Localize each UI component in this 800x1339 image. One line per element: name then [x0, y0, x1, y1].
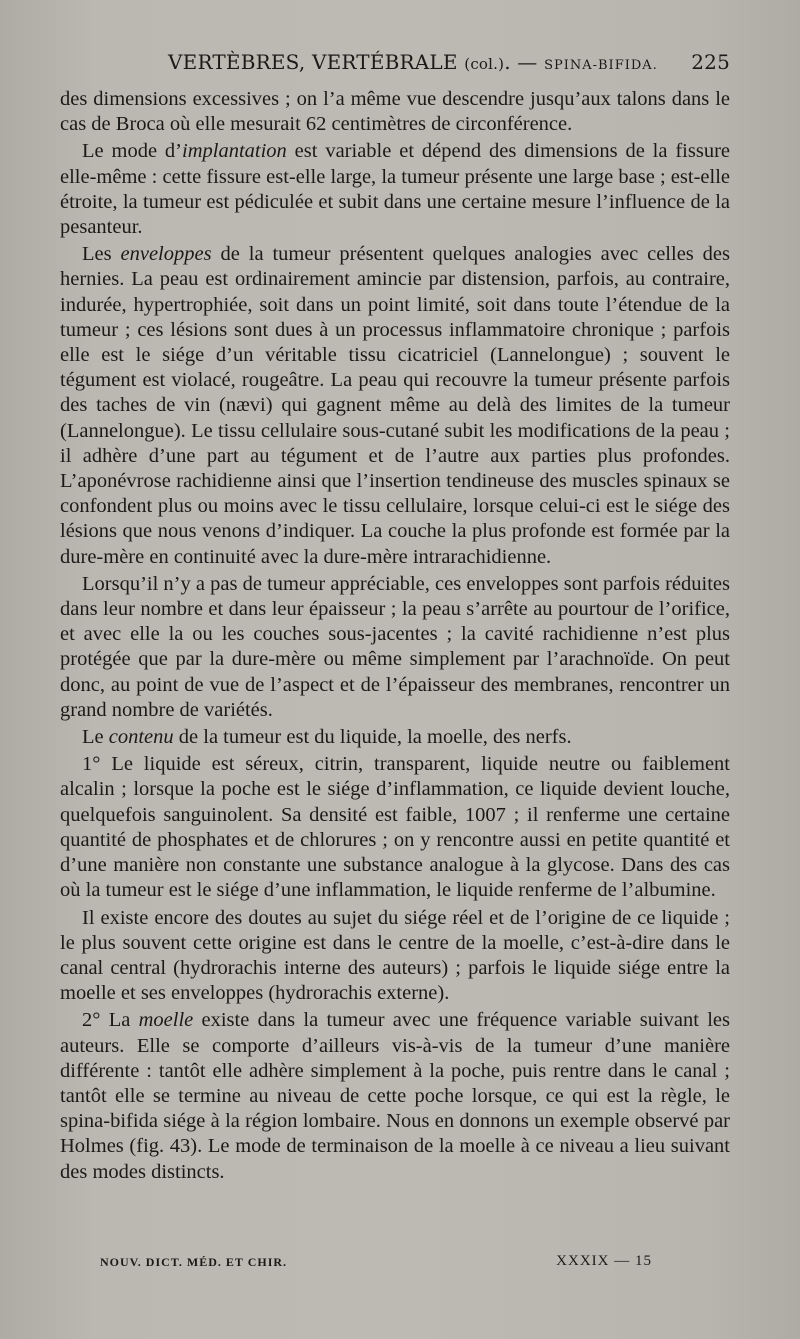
paragraph: [60, 87, 730, 137]
running-title-separator: . —: [504, 50, 545, 74]
italic-term: implantation: [182, 140, 287, 163]
paragraph: [60, 139, 730, 240]
italic-term: moelle: [138, 1009, 194, 1032]
running-title: [168, 50, 658, 74]
text-run: des dimensions excessives ; on l’a même vue descendre jusqu’aux talons dans le cas de Broca où elle mesurait 62 centimètres de circonférence.: [60, 88, 730, 136]
paragraph: [60, 725, 730, 750]
running-title-col: (col.): [464, 55, 505, 73]
text-run: de la tumeur présentent quelques analogies avec celles des hernies. La peau est ordinairement amincie par distension, parfois, au contraire, indurée, hypertrophiée, soit dans un point limité, soit dans toute l’étendue de la tumeur ; ces lésions sont dues à un processus inflammatoire chronique ; parfois elle est le siége d’un véritable tissu cicatriciel (Lannelongue) ; souvent le tégument est violacé, rougeâtre. La peau qui recouvre la tumeur présente parfois des taches de vin (nævi) qui gagnent même au delà des limites de la tumeur (Lannelongue). Le tissu cellulaire sous-cutané subit les modifications de la peau ; il adhère d’une part au tégument et de l’autre aux parties plus profondes. L’aponévrose rachidienne ainsi que l’insertion tendineuse des muscles spinaux se confondent plus ou moins avec le tissu cellulaire, lorsque celui-ci est le siége des lésions que nous venons d’indiquer. La couche la plus profonde est formée par la dure-mère en continuité avec la dure-mère intrarachidienne.: [60, 243, 730, 568]
body-text: [60, 87, 730, 1187]
paragraph: [60, 242, 730, 570]
italic-term: contenu: [108, 726, 174, 749]
running-title-main: VERTÈBRES, VERTÉBRALE: [168, 50, 465, 74]
running-header: [60, 50, 730, 84]
paragraph: [60, 572, 730, 723]
text-run: est variable et dépend des dimensions de la fissure elle-même : cette fissure est-elle large, la tumeur présente une large base ; est-elle étroite, la tumeur est pédiculée et subit dans une certaine mesure l’influence de la pesanteur.: [60, 140, 730, 239]
paragraph: [60, 752, 730, 903]
page-number: 225: [691, 50, 730, 74]
text-run: existe dans la tumeur avec une fréquence variable suivant les auteurs. Elle se comporte d’ailleurs vis-à-vis de la tumeur d’une manière différente : tantôt elle adhère simplement à la poche, puis rentre dans le canal ; tantôt elle se termine au niveau de cette poche lorsque, ce qui est la règle, le spina-bifida siége à la région lombaire. Nous en donnons un exemple observé par Holmes (fig. 43). Le mode de terminaison de la moelle à ce niveau a lieu suivant des modes distincts.: [60, 1009, 731, 1183]
italic-term: enveloppes: [120, 243, 212, 266]
text-run: Il existe encore des doutes au sujet du siége réel et de l’origine de ce liquide ; le plus souvent cette origine est dans le centre de la moelle, c’est-à-dire dans le canal central (hydrorachis interne des auteurs) ; parfois le liquide siége entre la moelle et ses enveloppes (hydrorachis externe).: [60, 906, 730, 1005]
text-run: 1° Le liquide est séreux, citrin, transparent, liquide neutre ou faiblement alcalin ; lorsque la poche est le siége d’inflammation, ce liquide devient louche, quelquefois sanguinolent. Sa densité est faible, 1007 ; il renferme une certaine quantité de phosphates et de chlorures ; on y rencontre aussi en petite quantité et d’une manière non constante une substance analogue à la glycose. Dans des cas où la tumeur est le siége d’une inflammation, le liquide renferme de l’albumine.: [60, 753, 730, 902]
page-footer: [100, 1253, 652, 1277]
running-title-subject: SPINA-BIFIDA.: [544, 58, 658, 73]
text-run: Le: [82, 726, 109, 749]
footer-signature: XXXIX — 15: [556, 1253, 652, 1269]
text-run: 2° La: [82, 1009, 139, 1032]
text-run: Les: [82, 243, 121, 266]
text-run: de la tumeur est du liquide, la moelle, des nerfs.: [173, 726, 572, 749]
paragraph: [60, 1008, 730, 1184]
text-run: Le mode d’: [82, 140, 182, 163]
footer-publication: NOUV. DICT. MÉD. ET CHIR.: [100, 1255, 288, 1269]
text-run: Lorsqu’il n’y a pas de tumeur appréciable, ces enveloppes sont parfois réduites dans leur nombre et dans leur épaisseur ; la peau s’arrête au pourtour de l’orifice, et avec elle la ou les couches sous-jacentes ; la cavité rachidienne n’est plus protégée que par la dure-mère ou même simplement par l’arachnoïde. On peut donc, au point de vue de l’aspect et de l’épaisseur des membranes, rencontrer un grand nombre de variétés.: [60, 572, 730, 721]
paragraph: [60, 906, 730, 1007]
